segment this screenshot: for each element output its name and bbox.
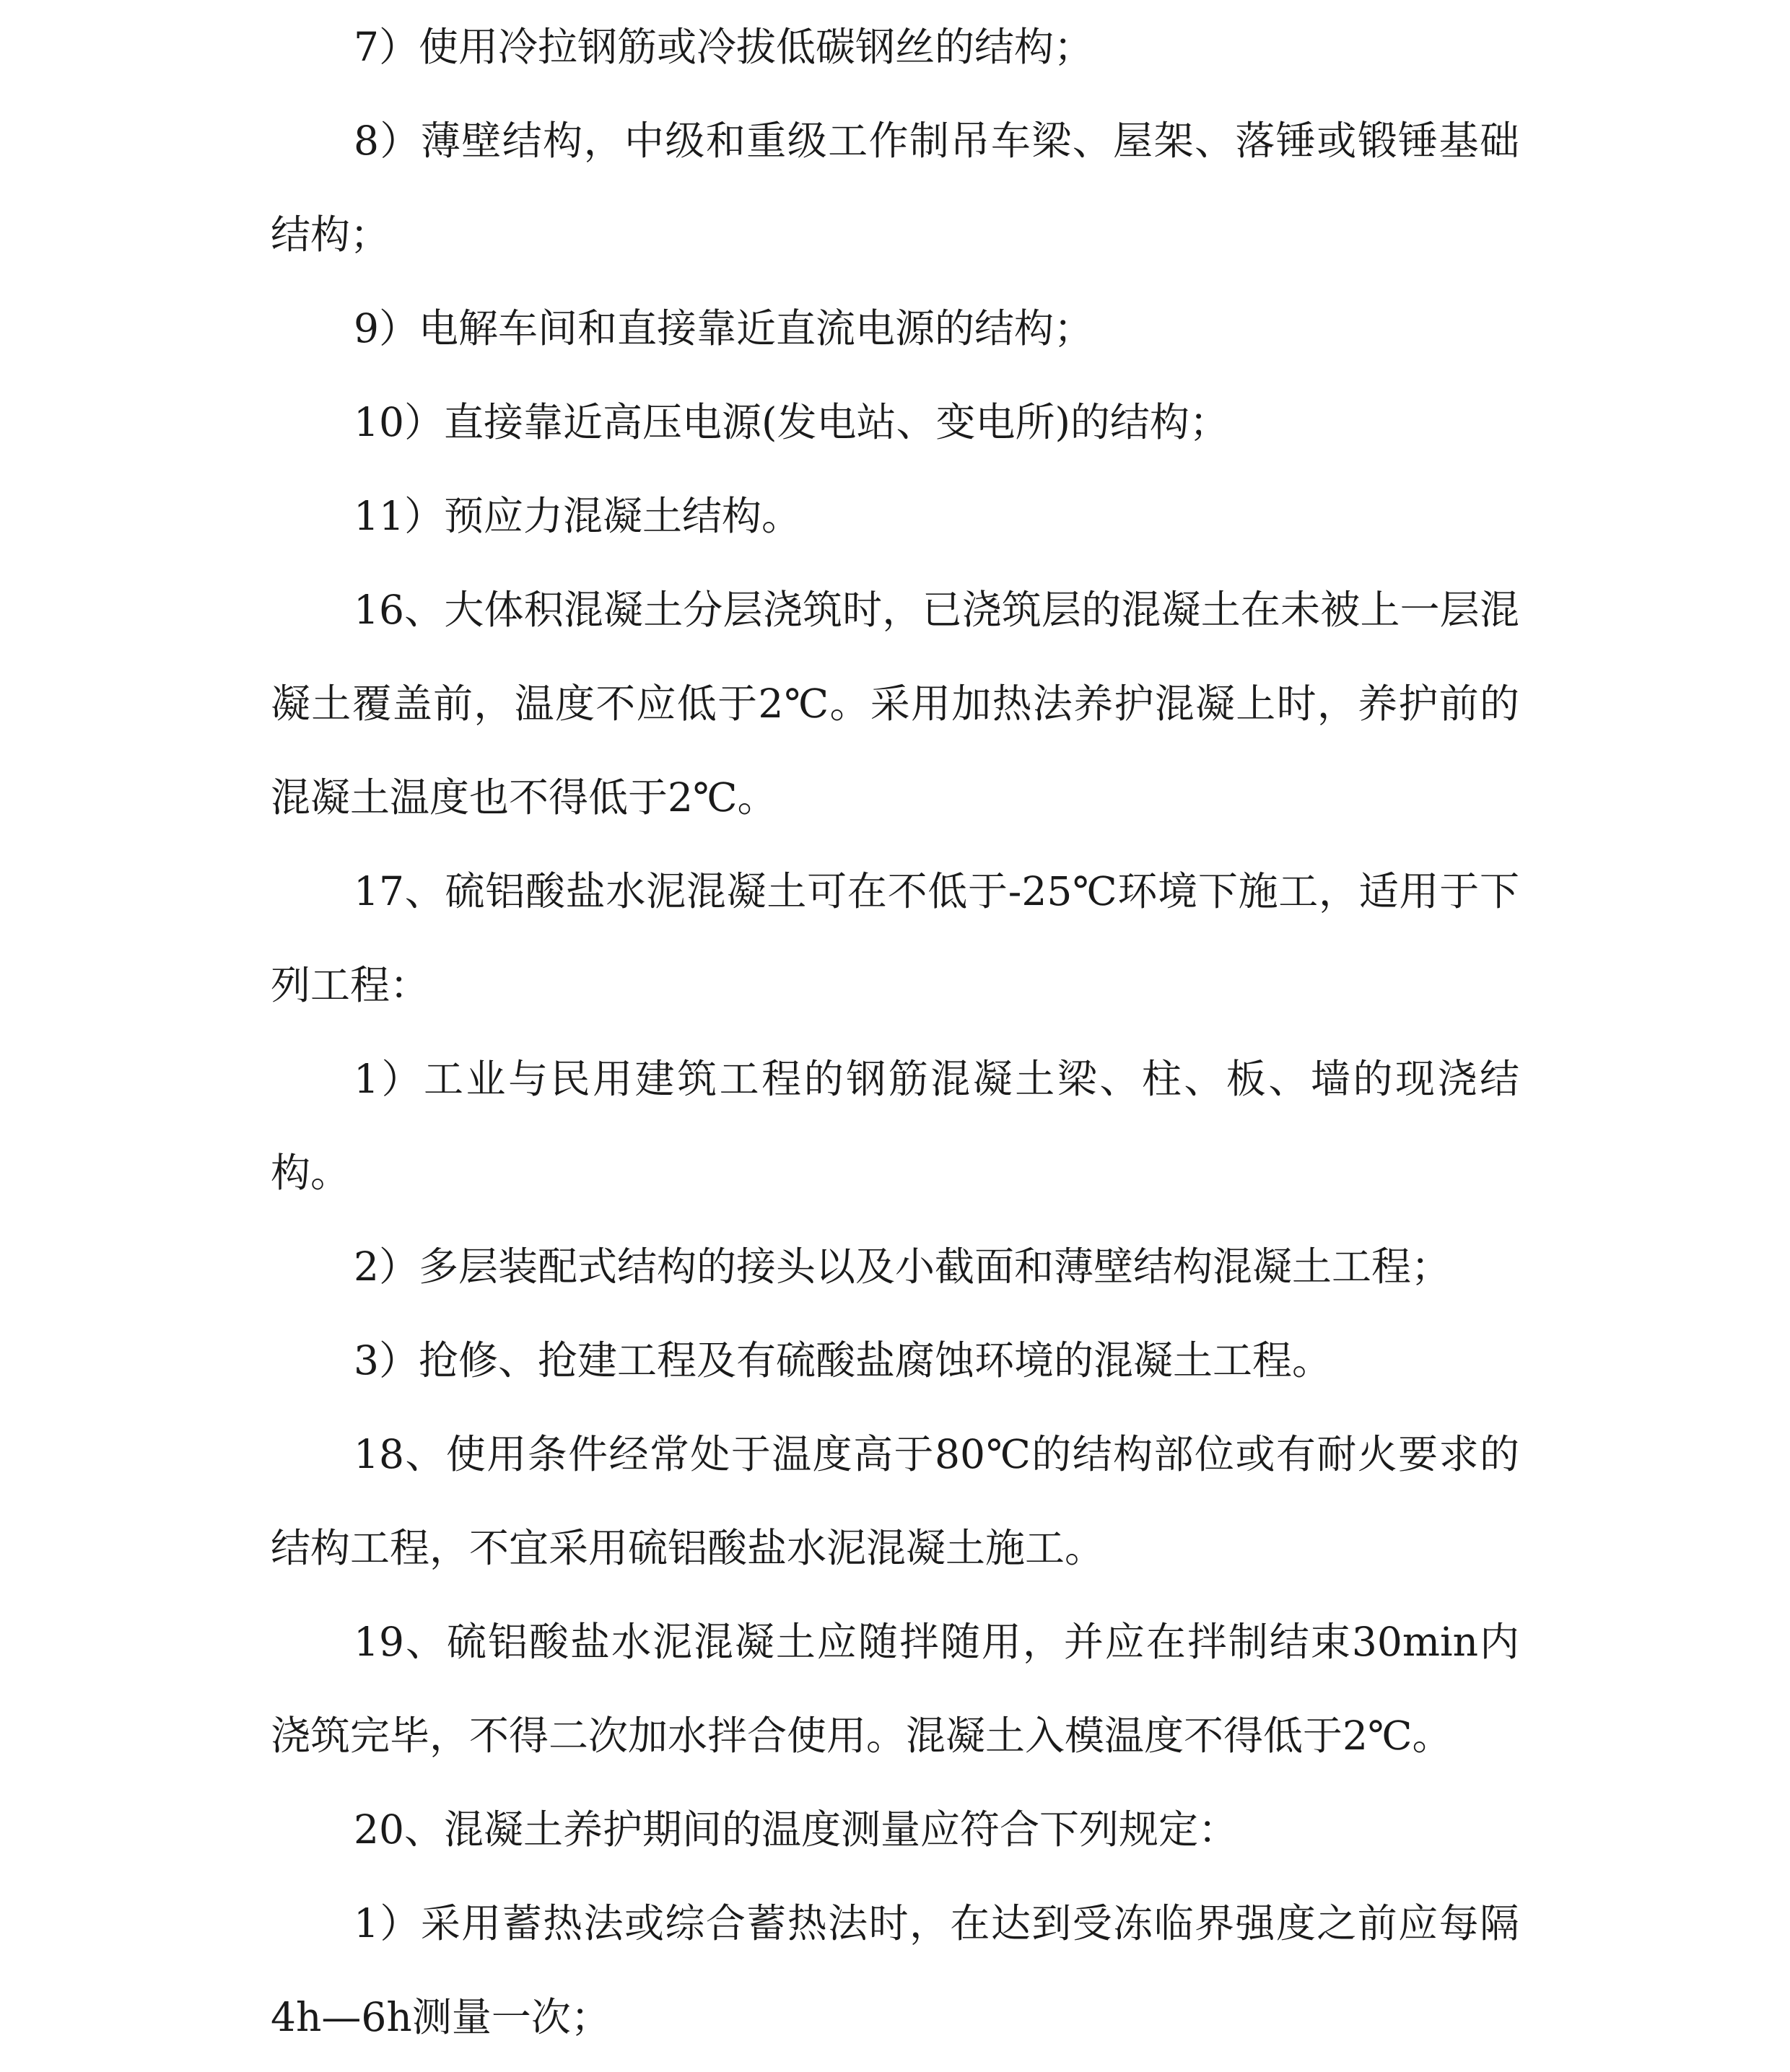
paragraph-clause-18: 18、使用条件经常处于温度高于80℃的结构部位或有耐火要求的结构工程，不宜采用硫铝酸盐水泥混凝土施工。	[271, 1431, 1519, 1571]
paragraph-clause-17-item-1: 1）工业与民用建筑工程的钢筋混凝土梁、柱、板、墙的现浇结构。	[271, 1056, 1519, 1196]
paragraph-clause-20: 20、混凝土养护期间的温度测量应符合下列规定：	[354, 1806, 1238, 1853]
paragraph-item-10: 10）直接靠近高压电源(发电站、变电所)的结构；	[354, 399, 1229, 445]
paragraph-clause-19: 19、硫铝酸盐水泥混凝土应随拌随用，并应在拌制结束30min内浇筑完毕，不得二次加水拌合使用。混凝土入模温度不得低于2℃。	[271, 1619, 1519, 1759]
paragraph-clause-17: 17、硫铝酸盐水泥混凝土可在不低于-25℃环境下施工，适用于下列工程：	[271, 868, 1519, 1008]
document-page	[271, 0, 1519, 2064]
paragraph-clause-16: 16、大体积混凝土分层浇筑时，已浇筑层的混凝土在未被上一层混凝土覆盖前，温度不应低于2℃。采用加热法养护混凝上时，养护前的混凝土温度也不得低于2℃。	[271, 587, 1519, 821]
paragraph-clause-17-item-2: 2）多层装配式结构的接头以及小截面和薄壁结构混凝土工程；	[354, 1243, 1451, 1290]
paragraph-item-8: 8）薄壁结构，中级和重级工作制吊车梁、屋架、落锤或锻锤基础结构；	[271, 118, 1519, 258]
paragraph-clause-20-item-1: 1）采用蓄热法或综合蓄热法时，在达到受冻临界强度之前应每隔4h—6h测量一次；	[271, 1900, 1519, 2040]
paragraph-item-9: 9）电解车间和直接靠近直流电源的结构；	[354, 305, 1093, 351]
paragraph-item-7: 7）使用冷拉钢筋或冷拔低碳钢丝的结构；	[354, 24, 1093, 70]
paragraph-clause-17-item-3: 3）抢修、抢建工程及有硫酸盐腐蚀环境的混凝土工程。	[354, 1337, 1332, 1383]
paragraph-item-11: 11）预应力混凝土结构。	[354, 493, 801, 539]
